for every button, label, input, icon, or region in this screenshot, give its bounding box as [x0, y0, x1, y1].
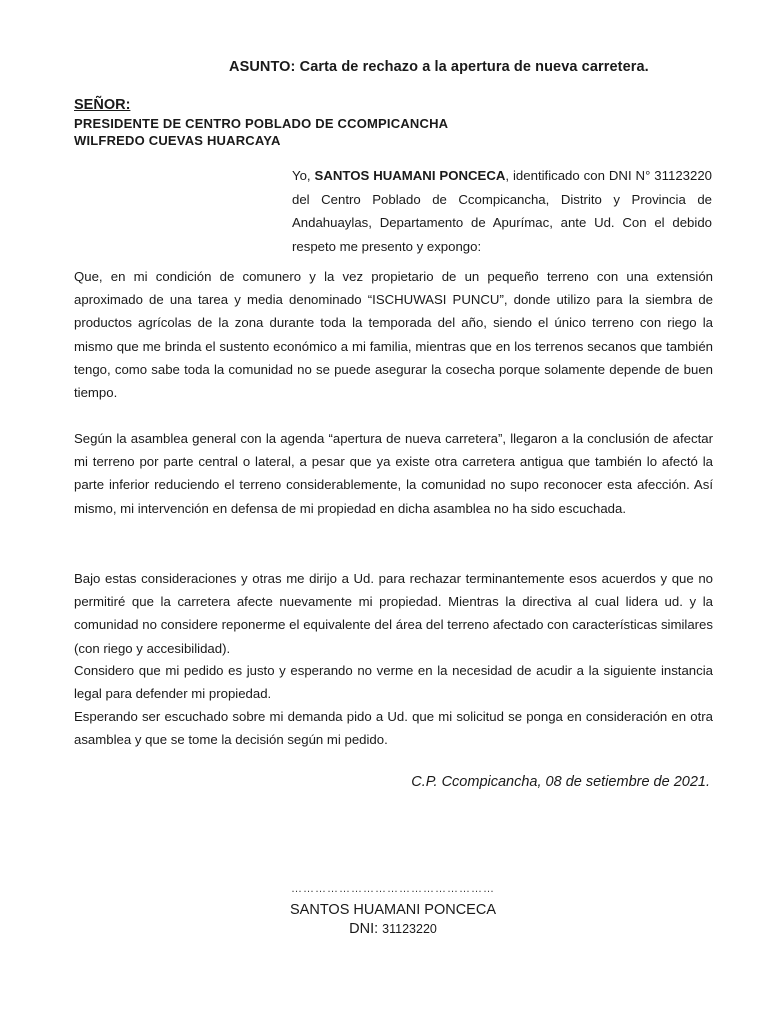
- dni-label: DNI:: [349, 921, 383, 937]
- signer-name: SANTOS HUAMANI PONCECA: [290, 902, 496, 918]
- recipient-title: PRESIDENTE DE CENTRO POBLADO DE CCOMPICANCHA: [74, 116, 449, 131]
- salutation: SEÑOR:: [74, 97, 131, 113]
- body-paragraph-1: Que, en mi condición de comunero y la vez propietario de un pequeño terreno con una extensión aproximado de una tarea y media denominado “ISCHUWASI PUNCU”, donde utilizo para la siembra de productos agrícolas de la zona durante toda la temporada del año, siendo el único terreno con riego la mismo que me brinda el sustento económico a mi familia, mientras que en los terrenos secanos que también tengo, como sabe toda la comunidad no se puede asegurar la cosecha porque solamente depende de buen tiempo.: [74, 269, 713, 401]
- body-paragraph-4: Considero que mi pedido es justo y esperando no verme en la necesidad de acudir a la siguiente instancia legal para defender mi propiedad.: [74, 663, 713, 702]
- signature-line: ……………………………………………: [291, 883, 495, 895]
- body-paragraph-2: Según la asamblea general con la agenda “apertura de nueva carretera”, llegaron a la conclusión de afectar mi terreno por parte central o lateral, a pesar que ya existe otra carretera antigua que también lo afectó la parte inferior reduciendo el terreno considerablemente, la comunidad no supo reconocer esta afección. Así mismo, mi intervención en defensa de mi propiedad en dicha asamblea no ha sido escuchada.: [74, 431, 713, 516]
- recipient-name: WILFREDO CUEVAS HUARCAYA: [74, 133, 281, 148]
- subject-text: Carta de rechazo a la apertura de nueva carretera.: [299, 59, 649, 75]
- body-paragraph-5: Esperando ser escuchado sobre mi demanda pido a Ud. que mi solicitud se ponga en consideración en otra asamblea y que se tome la decisión según mi pedido.: [74, 709, 713, 748]
- subject-line: [229, 59, 649, 75]
- signer-dni: [0, 921, 768, 937]
- body-paragraph-3: Bajo estas consideraciones y otras me dirijo a Ud. para rechazar terminantemente esos acuerdos y que no permitiré que la carretera afecte nuevamente mi propiedad. Mientras la directiva al cual lidera ud. y la comunidad no considere reponerme el equivalente del área del terreno afectado con características similares (con riego y accesibilidad).: [74, 571, 713, 656]
- intro-prefix: Yo,: [292, 168, 315, 183]
- sender-name: SANTOS HUAMANI PONCECA: [314, 168, 506, 183]
- intro-text: , identificado con DNI N° 31123220 del Centro Poblado de Ccompicancha, Distrito y Provincia de Andahuaylas, Departamento de Apurímac, ante Ud. Con el debido respeto me presento y expongo:: [292, 168, 713, 254]
- subject-label: ASUNTO:: [229, 59, 296, 75]
- place-date: C.P. Ccompicancha, 08 de setiembre de 2021.: [411, 774, 710, 790]
- dni-number: 31123220: [382, 922, 437, 936]
- intro-paragraph: [292, 164, 712, 258]
